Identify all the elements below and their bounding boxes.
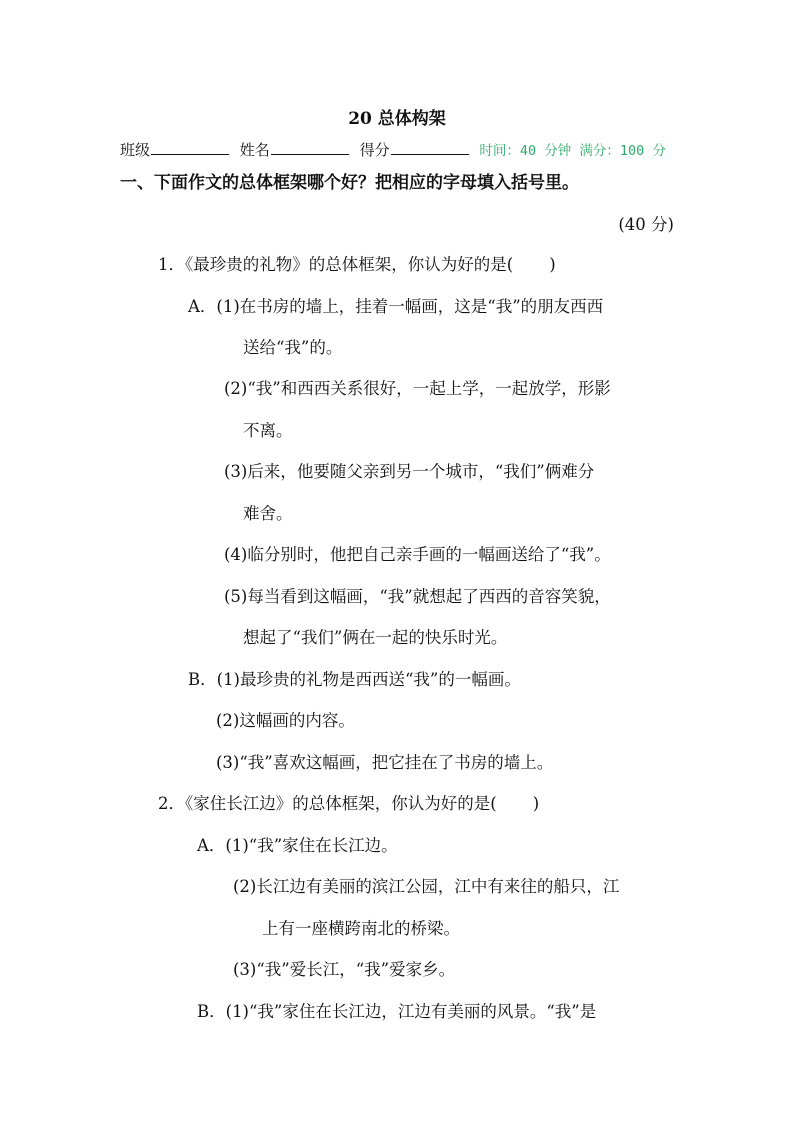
q1-option-a-line: 想起了“我们”俩在一起的快乐时光。 — [243, 628, 508, 647]
class-label: 班级 — [120, 141, 151, 159]
q1-option-a-line: A．(1)在书房的墙上，挂着一幅画，这是“我”的朋友西西 — [188, 297, 604, 316]
question-2-stem-close: ) — [532, 794, 540, 813]
q1-option-a-line: (4)临分别时，他把自己亲手画的一幅画送给了“我”。 — [224, 545, 611, 564]
question-2-stem — [158, 793, 539, 815]
class-blank[interactable] — [151, 140, 229, 155]
score-blank[interactable] — [391, 140, 469, 155]
q1-option-b-line: (3)“我”喜欢这幅画，把它挂在了书房的墙上。 — [216, 753, 554, 772]
q1-option-a-line: 不离。 — [243, 421, 293, 440]
score-label: 得分 — [359, 141, 390, 159]
name-label: 姓名 — [239, 141, 270, 159]
question-1-stem-text: 1．《最珍贵的礼物》的总体框架，你认为好的是( — [158, 255, 514, 274]
question-1-stem — [158, 254, 556, 276]
q1-option-a-line: 送给“我”的。 — [243, 338, 343, 357]
question-1-stem-close: ) — [549, 255, 556, 274]
q1-option-a-line: 难舍。 — [243, 504, 293, 523]
q1-option-b-line: (2)这幅画的内容。 — [216, 711, 355, 730]
section-score: (40 分) — [618, 215, 674, 234]
q1-option-a-line: (3)后来，他要随父亲到另一个城市，“我们”俩难分 — [224, 462, 595, 481]
q1-option-b-line: B．(1)最珍贵的礼物是西西送“我”的一幅画。 — [188, 670, 521, 689]
q2-option-a-line: 上有一座横跨南北的桥梁。 — [262, 919, 460, 938]
q2-option-a-line: (2)长江边有美丽的滨江公园，江中有来往的船只，江 — [233, 877, 620, 896]
section-heading: 一、下面作文的总体框架哪个好？把相应的字母填入括号里。 — [120, 173, 579, 193]
name-blank[interactable] — [271, 140, 349, 155]
header-info — [120, 139, 666, 162]
q2-option-a-line: (3)“我”爱长江，“我”爱家乡。 — [233, 960, 456, 979]
question-2-stem-text: 2．《家住长江边》的总体框架，你认为好的是( — [158, 794, 497, 813]
page-title: 20 总体构架 — [348, 109, 446, 129]
q1-option-a-line: (5)每当看到这幅画，“我”就想起了西西的音容笑貌， — [224, 587, 611, 606]
q1-option-a-line: (2)“我”和西西关系很好，一起上学，一起放学，形影 — [224, 379, 611, 398]
q2-option-b-line: B．(1)“我”家住在长江边，江边有美丽的风景。“我”是 — [197, 1002, 597, 1021]
time-info: 时间：40 分钟 满分：100 分 — [479, 143, 666, 159]
q2-option-a-line: A．(1)“我”家住在长江边。 — [197, 836, 398, 855]
